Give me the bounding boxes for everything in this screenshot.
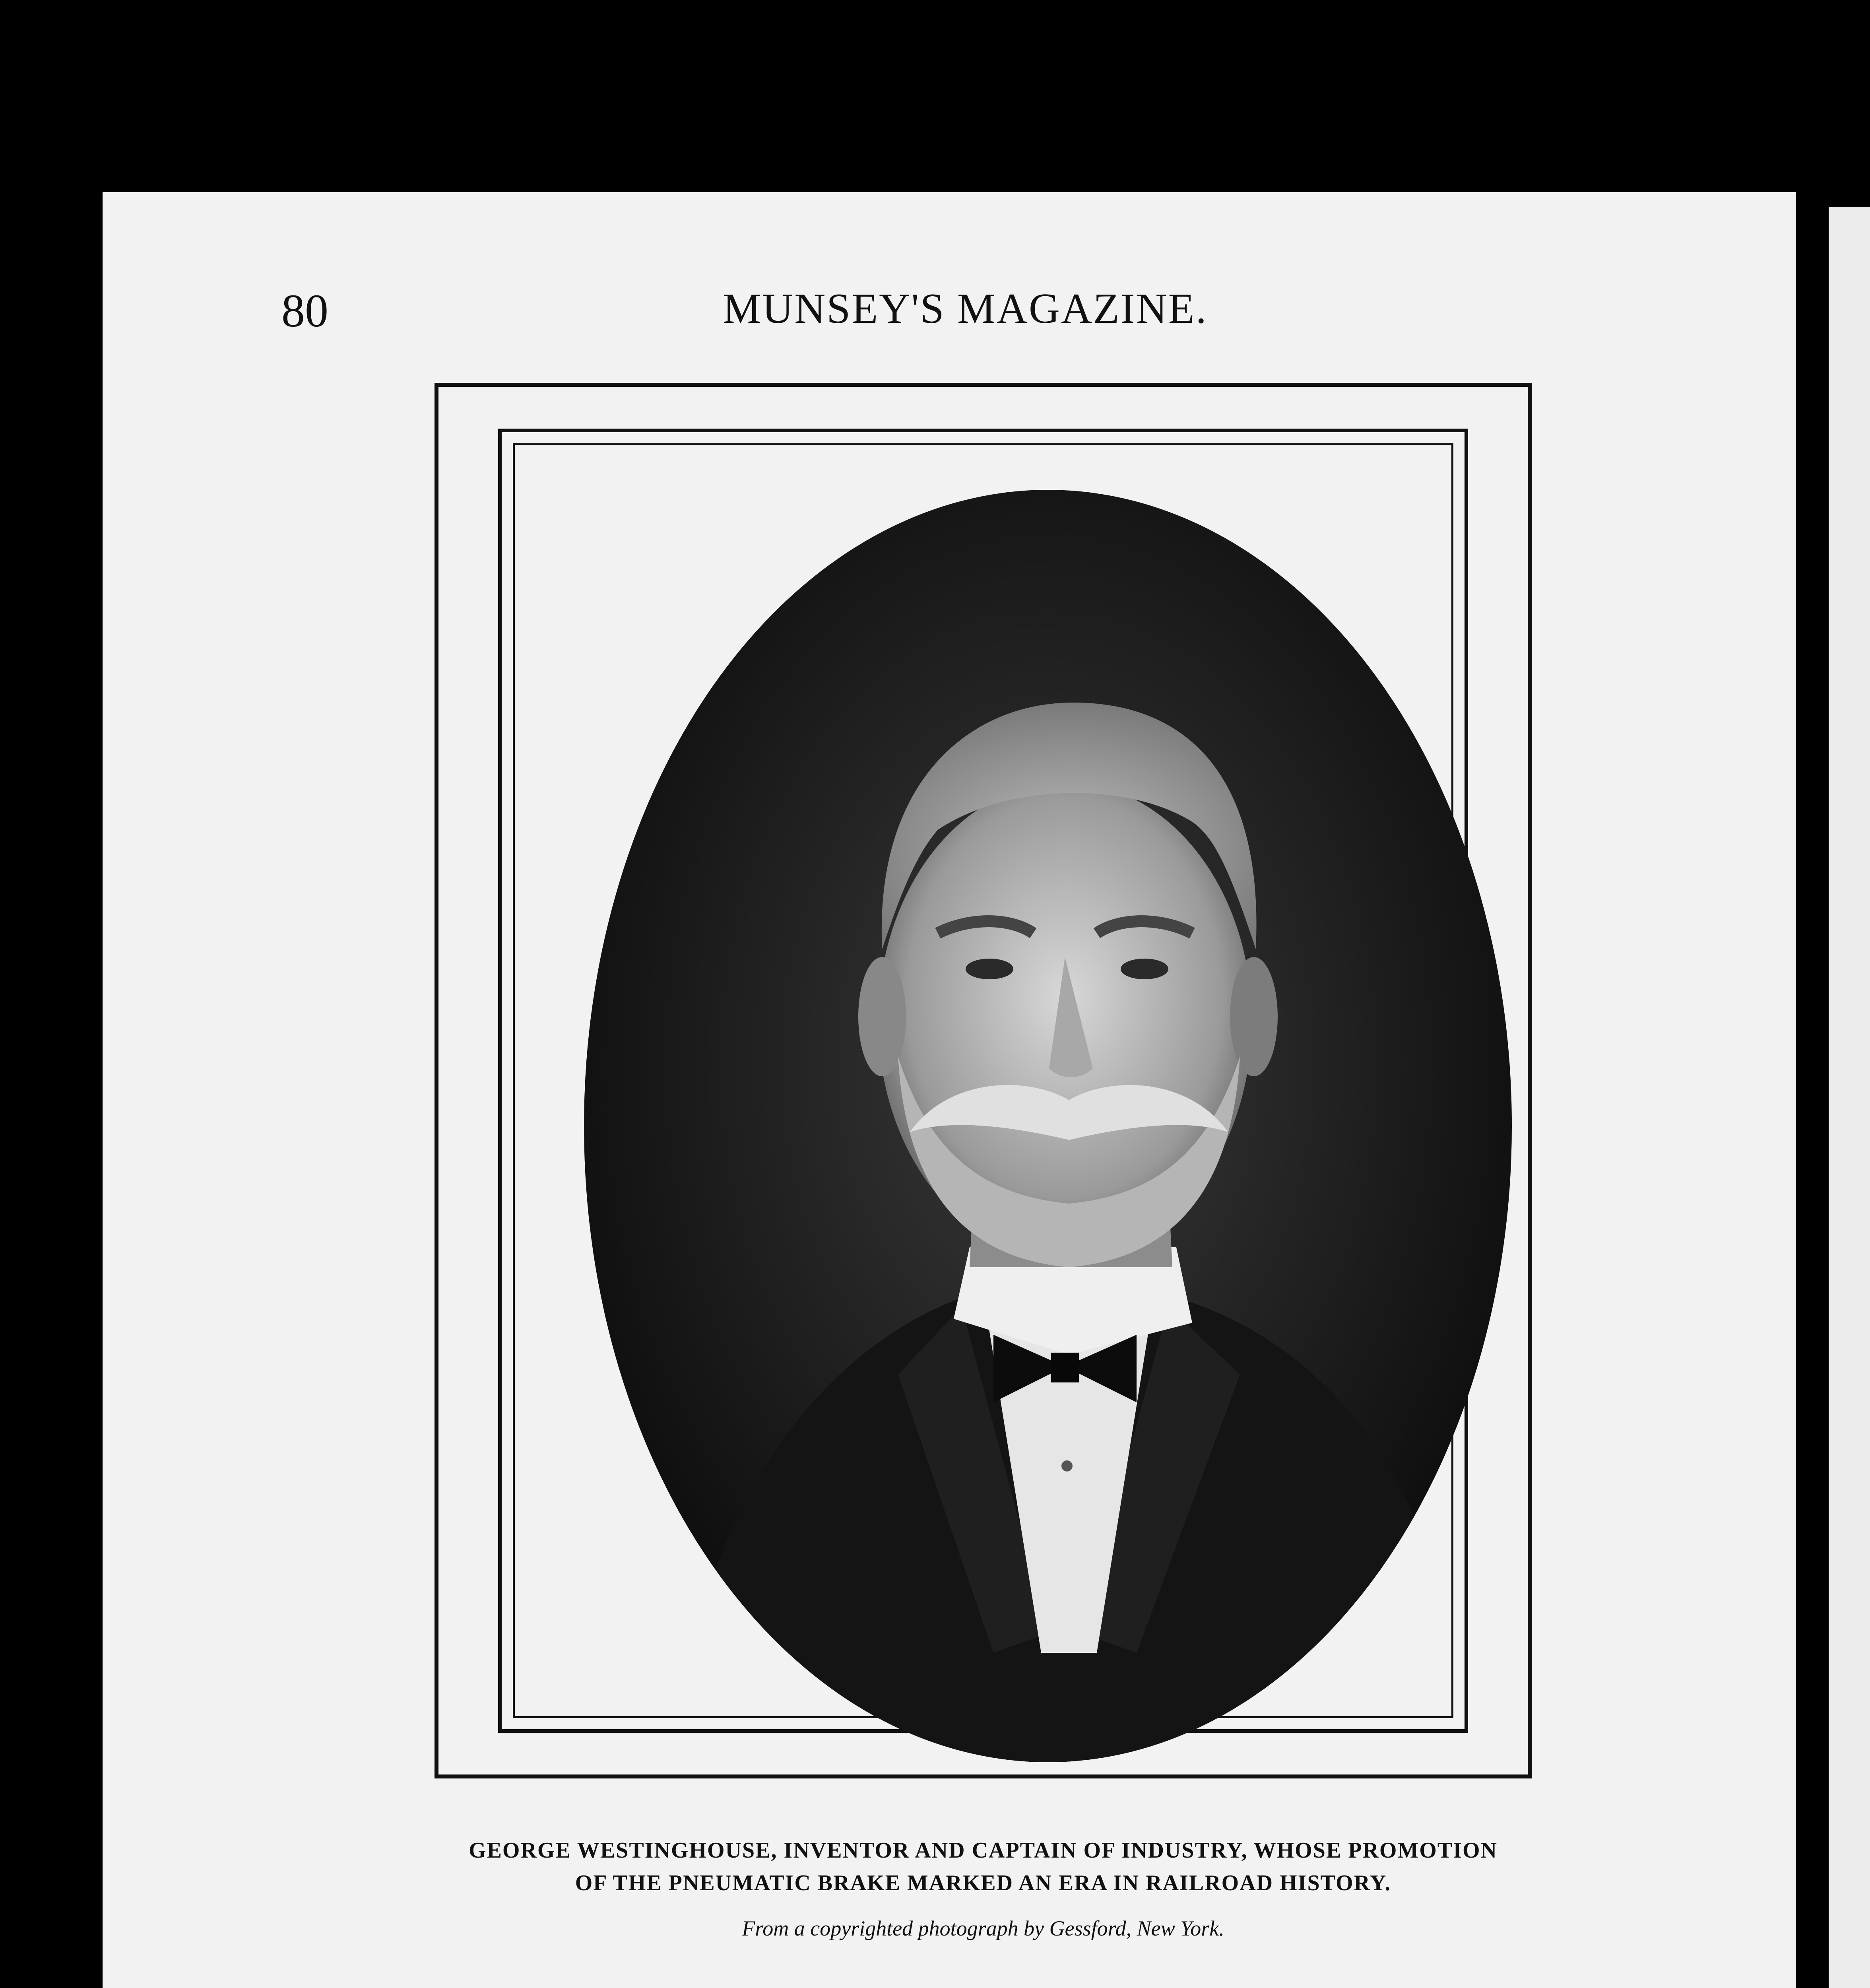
- photo-credit: From a copyrighted photograph by Gessford, New York.: [742, 1916, 1224, 1940]
- page-number: 80: [281, 285, 328, 337]
- caption-line: OF THE PNEUMATIC BRAKE MARKED AN ERA IN RAILROAD HISTORY.: [575, 1871, 1391, 1895]
- portrait-photo: [572, 480, 1524, 1772]
- portrait-frame-inner: [498, 429, 1468, 1733]
- running-head: MUNSEY'S MAGAZINE.: [723, 285, 1208, 332]
- magazine-page: [103, 192, 1796, 1988]
- photo-caption: [381, 1834, 1585, 1899]
- caption-line: GEORGE WESTINGHOUSE, INVENTOR AND CAPTAIN OF INDUSTRY, WHOSE PROMOTION: [469, 1838, 1498, 1863]
- portrait-frame: [435, 383, 1532, 1778]
- adjacent-page-edge: [1829, 207, 1870, 1988]
